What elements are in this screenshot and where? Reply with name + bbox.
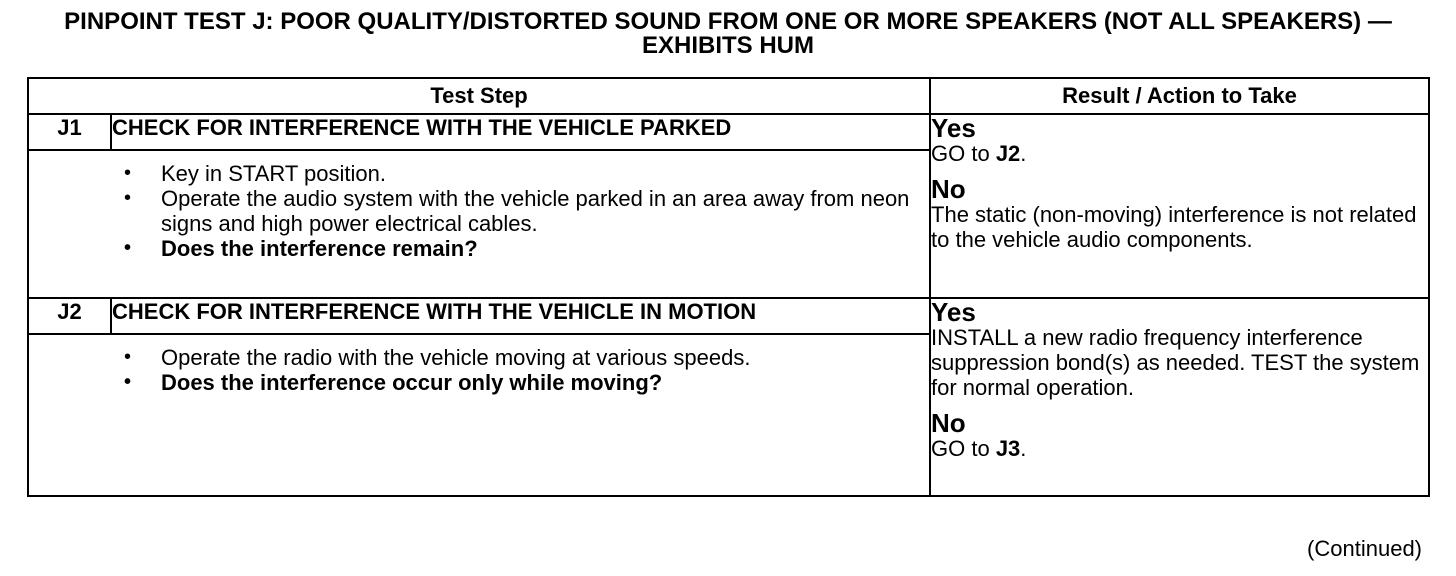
no-action: The static (non-moving) interference is not related to the vehicle audio components. [931, 202, 1417, 252]
step-instructions [28, 150, 930, 298]
step-question: • Does the interference occur only while moving? [124, 370, 663, 396]
no-label: No [931, 174, 966, 204]
step-title: CHECK FOR INTERFERENCE WITH THE VEHICLE IN MOTION [111, 298, 930, 334]
list-item: • Operate the radio with the vehicle moving at various speeds. [124, 345, 751, 371]
step-title-row [28, 298, 1429, 334]
step-result [930, 298, 1429, 496]
step-id: J1 [28, 114, 111, 150]
step-title-row [28, 114, 1429, 150]
list-item: • Operate the audio system with the vehicle parked in an area away from neon signs and high power electrical cables. [124, 186, 910, 237]
step-question: • Does the interference remain? [124, 236, 478, 262]
yes-action: GO to J2. [931, 141, 1027, 166]
result-header: Result / Action to Take [930, 78, 1429, 114]
pinpoint-test-table [27, 77, 1430, 497]
no-label: No [931, 408, 966, 438]
test-step-header: Test Step [28, 78, 930, 114]
step-instructions [28, 334, 930, 496]
table-header-row [28, 78, 1429, 114]
no-action: GO to J3. [931, 436, 1027, 461]
step-title: CHECK FOR INTERFERENCE WITH THE VEHICLE PARKED [111, 114, 930, 150]
yes-action: INSTALL a new radio frequency interference suppression bond(s) as needed. TEST the system for normal operation. [931, 325, 1420, 400]
yes-label: Yes [931, 113, 976, 143]
step-id: J2 [28, 298, 111, 334]
continued-note: (Continued) [1307, 536, 1422, 561]
page-title: PINPOINT TEST J: POOR QUALITY/DISTORTED SOUND FROM ONE OR MORE SPEAKERS (NOT ALL SPEAKERS) — EXHIBITS HUM [64, 8, 1392, 59]
list-item: • Key in START position. [124, 161, 386, 187]
step-result [930, 114, 1429, 298]
yes-label: Yes [931, 297, 976, 327]
